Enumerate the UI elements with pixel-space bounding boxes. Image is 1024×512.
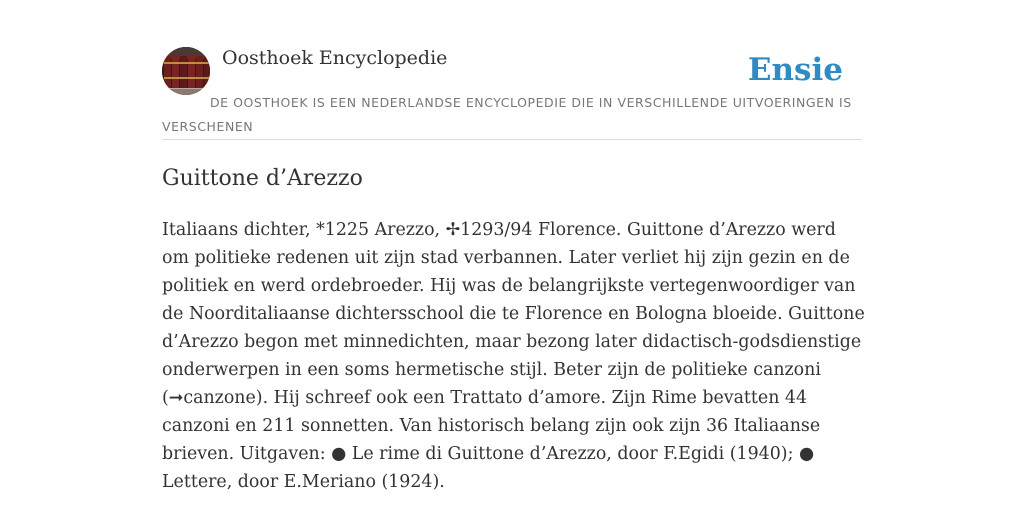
site-tagline	[162, 91, 862, 139]
site-name[interactable]: Oosthoek Encyclopedie	[222, 47, 448, 69]
brand-logo[interactable]: Ensie	[747, 52, 843, 88]
encyclopedia-books-icon	[162, 47, 210, 95]
page-title: Guittone d’Arezzo	[162, 166, 363, 191]
article-body: Italiaans dichter, *1225 Arezzo, ✢1293/94 Florence. Guittone d’Arezzo werd om politieke redenen uit zijn stad verbannen. Later verliet hij zijn gezin en de politiek en werd ordebroeder. Hij was de belangrijkste vertegenwoordiger van de Noorditaliaanse dichtersschool die te Florence en Bologna bloeide. Guittone d’Arezzo begon met minnedichten, maar bezong later didactisch-godsdienstige onderwerpen in een soms hermetische stijl. Beter zijn de politieke canzoni (➞canzone). Hij schreef ook een Trattato d’amore. Zijn Rime bevatten 44 canzoni en 211 sonnetten. Van historisch belang zijn ook zijn 36 Italiaanse brieven. Uitgaven: ● Le rime di Guittone d’Arezzo, door F.Egidi (1940); ● Lettere, door E.Meriano (1924).	[162, 220, 865, 492]
header-divider	[162, 139, 862, 140]
tagline-text: DE OOSTHOEK IS EEN NEDERLANDSE ENCYCLOPEDIE DIE IN VERSCHILLENDE UITVOERINGEN IS VERSCHENEN	[162, 95, 852, 134]
avatar[interactable]	[162, 47, 210, 95]
